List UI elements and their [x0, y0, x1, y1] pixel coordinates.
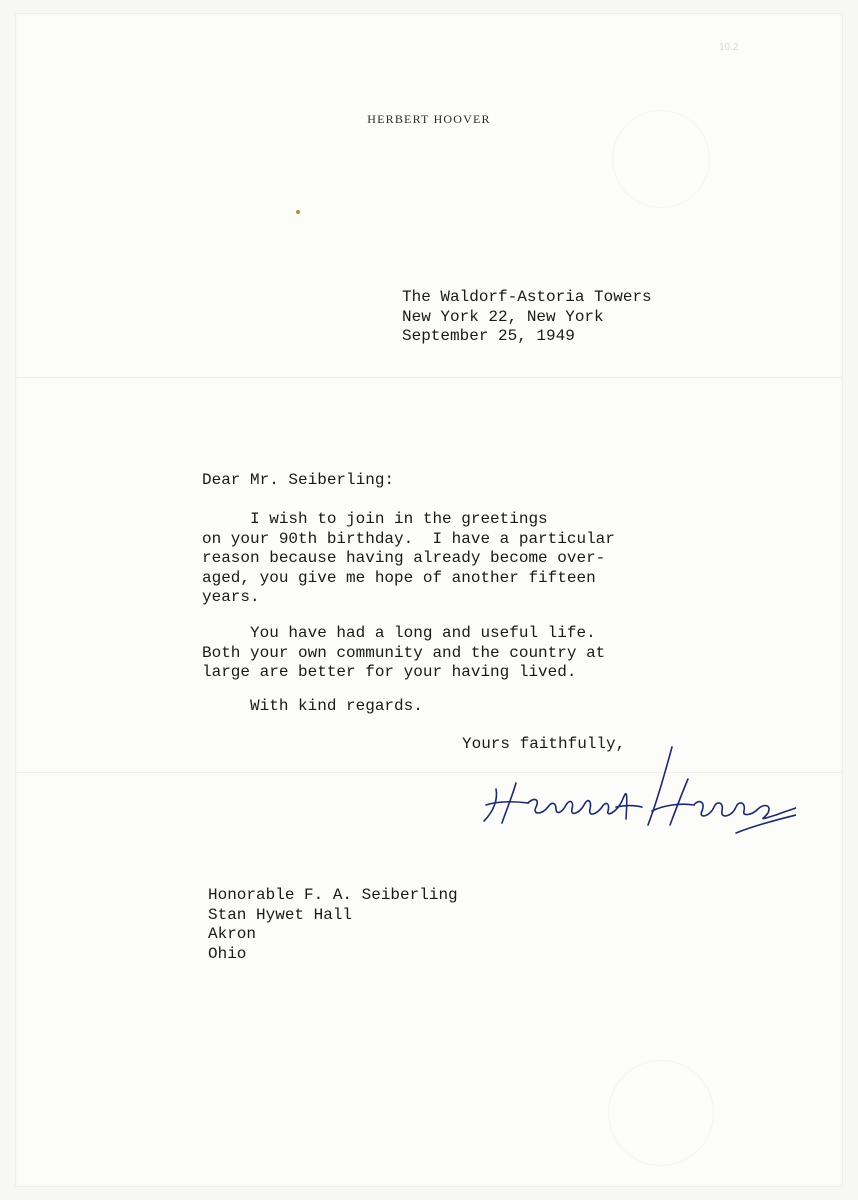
letter-paper [16, 14, 842, 1186]
paper-speck [296, 210, 300, 214]
recipient-line: Ohio [208, 944, 247, 963]
body-line: Both your own community and the country at [202, 643, 606, 662]
letterhead: HERBERT HOOVER [367, 112, 491, 126]
body-line: reason because having already become over- [202, 549, 606, 567]
body-line: on your 90th birthday. I have a particular [202, 529, 615, 548]
recipient-address [208, 886, 458, 964]
body-paragraph-2 [202, 624, 605, 683]
body-line: You have had a long and useful life. [202, 624, 596, 642]
salutation: Dear Mr. Seiberling: [202, 471, 395, 489]
handwritten-signature [476, 729, 796, 839]
embossed-seal-bottom [608, 1060, 714, 1166]
sender-address [402, 288, 652, 347]
fold-line-upper [16, 377, 842, 378]
recipient-line: Stan Hywet Hall [208, 905, 353, 924]
body-paragraph-3: With kind regards. [202, 697, 423, 715]
address-line: New York 22, New York [402, 307, 604, 326]
recipient-line: Akron [208, 925, 257, 943]
address-line: The Waldorf-Astoria Towers [402, 288, 652, 306]
body-line: large are better for your having lived. [202, 663, 577, 681]
complimentary-close: Yours faithfully, [462, 735, 626, 753]
body-line: I wish to join in the greetings [202, 510, 548, 528]
body-line: years. [202, 588, 260, 606]
recipient-line: Honorable F. A. Seiberling [208, 886, 458, 904]
margin-note: 10.2 [719, 42, 739, 53]
letter-date: September 25, 1949 [402, 327, 575, 345]
body-line: aged, you give me hope of another fifteen [202, 568, 596, 587]
body-paragraph-1 [202, 510, 615, 608]
